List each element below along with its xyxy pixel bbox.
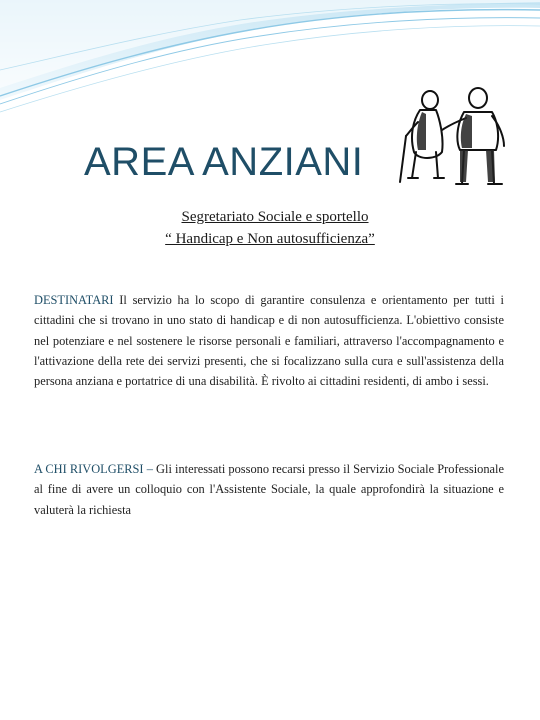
page-title: AREA ANZIANI: [84, 140, 364, 184]
paragraph-text: Gli interessati possono recarsi presso il Servizio Sociale Professionale al fine di avere un colloquio con l'Assistente Sociale, la quale approfondirà la situazione e valuterà la richiesta: [34, 462, 504, 517]
paragraph-text: Il servizio ha lo scopo di garantire consulenza e orientamento per tutti i cittadini che si trovano in uno stato di handicap e di non autosufficienza. L'obiettivo consiste nel potenziare e nel sostenere le risorse personali e familiari, attraverso l'accompagnamento e l'attivazione della rete dei servizi presenti, che si focalizzano sulla cura e sull'assistenza della persona anziana e portatrice di una disabilità. È rivolto ai cittadini residenti, di ambo i sessi.: [34, 293, 504, 389]
subtitle-line-2: “ Handicap e Non autosufficienza”: [165, 231, 375, 247]
elderly-couple-icon: [396, 86, 514, 196]
paragraph-label: A CHI RIVOLGERSI –: [34, 462, 153, 476]
paragraph-label: DESTINATARI: [34, 293, 114, 307]
subtitle: [0, 206, 540, 250]
paragraph-a-chi-rivolgersi: [34, 459, 504, 520]
paragraph-destinatari: [34, 290, 504, 391]
subtitle-line-1: Segretariato Sociale e sportello: [181, 209, 369, 225]
